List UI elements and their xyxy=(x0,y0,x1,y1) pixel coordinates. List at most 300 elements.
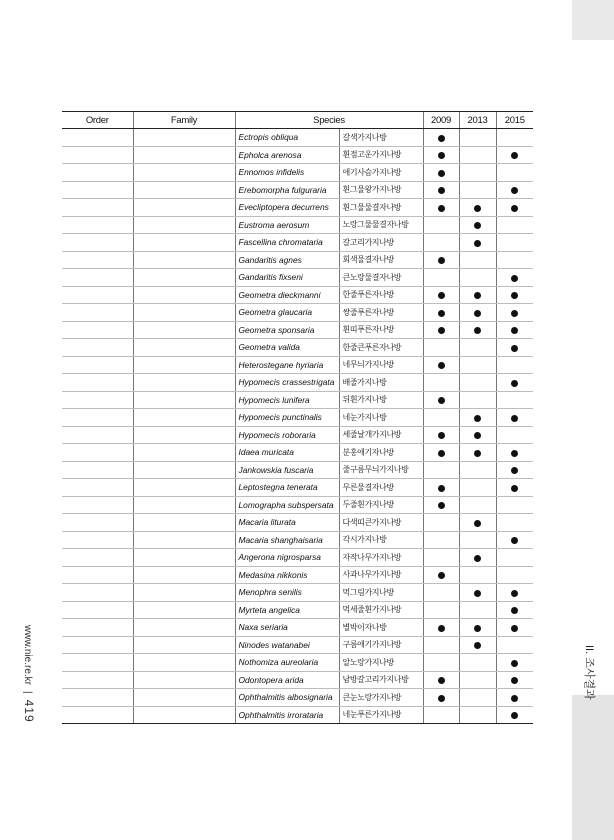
header-species: Species xyxy=(235,112,423,129)
presence-2013 xyxy=(459,234,496,252)
side-tab-bottom xyxy=(572,695,614,840)
presence-dot-icon xyxy=(438,485,445,492)
presence-2015 xyxy=(496,164,533,182)
family-cell xyxy=(133,216,235,234)
presence-2009 xyxy=(423,689,459,707)
order-cell xyxy=(62,479,133,497)
presence-2009 xyxy=(423,321,459,339)
family-cell xyxy=(133,496,235,514)
korean-name: 흰그물왕가지나방 xyxy=(339,181,423,199)
presence-dot-icon xyxy=(511,187,518,194)
presence-2015 xyxy=(496,304,533,322)
species-name: Ninodes watanabei xyxy=(235,636,339,654)
presence-2013 xyxy=(459,636,496,654)
presence-2009 xyxy=(423,461,459,479)
presence-2009 xyxy=(423,199,459,217)
family-cell xyxy=(133,129,235,147)
presence-2013 xyxy=(459,339,496,357)
presence-2009 xyxy=(423,356,459,374)
presence-2015 xyxy=(496,461,533,479)
table-row xyxy=(62,129,533,147)
family-cell xyxy=(133,409,235,427)
presence-dot-icon xyxy=(511,712,518,719)
presence-2009 xyxy=(423,514,459,532)
table-row xyxy=(62,321,533,339)
presence-2013 xyxy=(459,619,496,637)
family-cell xyxy=(133,584,235,602)
korean-name: 뒤흰가지나방 xyxy=(339,391,423,409)
presence-dot-icon xyxy=(511,467,518,474)
korean-name: 흰점고운가지나방 xyxy=(339,146,423,164)
family-cell xyxy=(133,321,235,339)
presence-2013 xyxy=(459,304,496,322)
presence-2009 xyxy=(423,181,459,199)
species-name: Ophthalmitis irrorataria xyxy=(235,706,339,724)
presence-dot-icon xyxy=(511,275,518,282)
species-name: Epholca arenosa xyxy=(235,146,339,164)
presence-2015 xyxy=(496,391,533,409)
presence-dot-icon xyxy=(511,537,518,544)
presence-dot-icon xyxy=(511,625,518,632)
table-row xyxy=(62,409,533,427)
presence-2015 xyxy=(496,706,533,724)
presence-dot-icon xyxy=(511,415,518,422)
table-row xyxy=(62,216,533,234)
presence-2015 xyxy=(496,636,533,654)
family-cell xyxy=(133,671,235,689)
presence-dot-icon xyxy=(438,135,445,142)
korean-name: 애기사슴가지나방 xyxy=(339,164,423,182)
header-2013: 2013 xyxy=(459,112,496,129)
header-2009: 2009 xyxy=(423,112,459,129)
presence-2013 xyxy=(459,566,496,584)
presence-2015 xyxy=(496,531,533,549)
presence-2013 xyxy=(459,584,496,602)
table-row xyxy=(62,181,533,199)
family-cell xyxy=(133,146,235,164)
presence-2009 xyxy=(423,619,459,637)
presence-dot-icon xyxy=(474,520,481,527)
presence-dot-icon xyxy=(474,642,481,649)
korean-name: 네눈푸른가지나방 xyxy=(339,706,423,724)
family-cell xyxy=(133,251,235,269)
species-name: Eustroma aerosum xyxy=(235,216,339,234)
species-name: Geometra dieckmanni xyxy=(235,286,339,304)
presence-2009 xyxy=(423,706,459,724)
table-row xyxy=(62,339,533,357)
order-cell xyxy=(62,409,133,427)
site-url: www.nie.re.kr xyxy=(22,625,33,686)
presence-2015 xyxy=(496,321,533,339)
korean-name: 갈고리가지나방 xyxy=(339,234,423,252)
presence-2015 xyxy=(496,181,533,199)
presence-2013 xyxy=(459,409,496,427)
table-body xyxy=(62,129,533,724)
presence-2009 xyxy=(423,164,459,182)
korean-name: 남방갈고리가지나방 xyxy=(339,671,423,689)
order-cell xyxy=(62,269,133,287)
presence-2009 xyxy=(423,216,459,234)
presence-dot-icon xyxy=(438,187,445,194)
korean-name: 자작나무가지나방 xyxy=(339,549,423,567)
family-cell xyxy=(133,654,235,672)
species-name: Menophra senilis xyxy=(235,584,339,602)
presence-dot-icon xyxy=(474,222,481,229)
order-cell xyxy=(62,549,133,567)
table-row xyxy=(62,444,533,462)
korean-name: 배줄가지나방 xyxy=(339,374,423,392)
presence-2015 xyxy=(496,619,533,637)
order-cell xyxy=(62,164,133,182)
presence-2009 xyxy=(423,601,459,619)
presence-2009 xyxy=(423,636,459,654)
table-row xyxy=(62,164,533,182)
presence-dot-icon xyxy=(511,695,518,702)
presence-dot-icon xyxy=(438,292,445,299)
presence-2015 xyxy=(496,426,533,444)
family-cell xyxy=(133,199,235,217)
table-row xyxy=(62,549,533,567)
presence-2013 xyxy=(459,164,496,182)
korean-name: 노랑그물물결자나방 xyxy=(339,216,423,234)
presence-2015 xyxy=(496,601,533,619)
presence-2013 xyxy=(459,251,496,269)
presence-dot-icon xyxy=(474,432,481,439)
korean-name: 무른물결자나방 xyxy=(339,479,423,497)
species-name: Heterostegane hyriaria xyxy=(235,356,339,374)
presence-2015 xyxy=(496,549,533,567)
presence-dot-icon xyxy=(511,205,518,212)
species-table xyxy=(62,111,533,724)
order-cell xyxy=(62,321,133,339)
presence-2015 xyxy=(496,566,533,584)
korean-name: 각시가지나방 xyxy=(339,531,423,549)
family-cell xyxy=(133,531,235,549)
presence-2009 xyxy=(423,479,459,497)
presence-2009 xyxy=(423,391,459,409)
order-cell xyxy=(62,671,133,689)
presence-2013 xyxy=(459,496,496,514)
presence-dot-icon xyxy=(511,450,518,457)
order-cell xyxy=(62,706,133,724)
page-number: 419 xyxy=(22,699,36,723)
presence-2015 xyxy=(496,356,533,374)
order-cell xyxy=(62,391,133,409)
family-cell xyxy=(133,706,235,724)
order-cell xyxy=(62,356,133,374)
table-row xyxy=(62,584,533,602)
presence-2015 xyxy=(496,339,533,357)
presence-dot-icon xyxy=(511,677,518,684)
header-2015: 2015 xyxy=(496,112,533,129)
presence-2015 xyxy=(496,671,533,689)
order-cell xyxy=(62,619,133,637)
family-cell xyxy=(133,549,235,567)
family-cell xyxy=(133,181,235,199)
presence-dot-icon xyxy=(438,450,445,457)
presence-2013 xyxy=(459,671,496,689)
table-row xyxy=(62,619,533,637)
presence-dot-icon xyxy=(511,152,518,159)
species-name: Gandaritis agnes xyxy=(235,251,339,269)
species-name: Angerona nigrosparsa xyxy=(235,549,339,567)
table-row xyxy=(62,146,533,164)
table-row xyxy=(62,199,533,217)
table-row xyxy=(62,671,533,689)
family-cell xyxy=(133,514,235,532)
presence-2015 xyxy=(496,251,533,269)
presence-dot-icon xyxy=(511,292,518,299)
presence-2013 xyxy=(459,689,496,707)
korean-name: 분홍애기자나방 xyxy=(339,444,423,462)
family-cell xyxy=(133,444,235,462)
presence-2013 xyxy=(459,269,496,287)
table-header-row xyxy=(62,112,533,129)
presence-dot-icon xyxy=(474,555,481,562)
order-cell xyxy=(62,601,133,619)
presence-dot-icon xyxy=(474,590,481,597)
species-name: Gandaritis fixseni xyxy=(235,269,339,287)
family-cell xyxy=(133,479,235,497)
family-cell xyxy=(133,566,235,584)
presence-2009 xyxy=(423,566,459,584)
table-row xyxy=(62,514,533,532)
table-row xyxy=(62,496,533,514)
presence-2009 xyxy=(423,584,459,602)
order-cell xyxy=(62,181,133,199)
presence-2009 xyxy=(423,269,459,287)
family-cell xyxy=(133,234,235,252)
family-cell xyxy=(133,619,235,637)
presence-dot-icon xyxy=(474,310,481,317)
species-name: Geometra glaucaria xyxy=(235,304,339,322)
presence-2013 xyxy=(459,461,496,479)
korean-name: 갈색가지나방 xyxy=(339,129,423,147)
family-cell xyxy=(133,304,235,322)
presence-dot-icon xyxy=(438,625,445,632)
presence-2009 xyxy=(423,304,459,322)
presence-dot-icon xyxy=(438,170,445,177)
korean-name: 회색물결자나방 xyxy=(339,251,423,269)
species-name: Macaria liturata xyxy=(235,514,339,532)
family-cell xyxy=(133,356,235,374)
table-row xyxy=(62,531,533,549)
presence-dot-icon xyxy=(511,485,518,492)
presence-dot-icon xyxy=(438,362,445,369)
header-family: Family xyxy=(133,112,235,129)
table-row xyxy=(62,304,533,322)
presence-dot-icon xyxy=(438,572,445,579)
table-row xyxy=(62,654,533,672)
presence-2009 xyxy=(423,234,459,252)
table-row xyxy=(62,461,533,479)
presence-2015 xyxy=(496,286,533,304)
table-row xyxy=(62,706,533,724)
presence-2013 xyxy=(459,531,496,549)
presence-2015 xyxy=(496,269,533,287)
species-name: Idaea muricata xyxy=(235,444,339,462)
species-name: Geometra sponsaria xyxy=(235,321,339,339)
presence-dot-icon xyxy=(438,695,445,702)
order-cell xyxy=(62,584,133,602)
presence-dot-icon xyxy=(438,152,445,159)
presence-2009 xyxy=(423,409,459,427)
footer-separator: | xyxy=(22,691,33,694)
presence-dot-icon xyxy=(474,205,481,212)
table-row xyxy=(62,269,533,287)
species-name: Naxa seriaria xyxy=(235,619,339,637)
korean-name: 쌍줄푸른자나방 xyxy=(339,304,423,322)
presence-2013 xyxy=(459,479,496,497)
order-cell xyxy=(62,444,133,462)
presence-2015 xyxy=(496,584,533,602)
korean-name: 한줄큰푸른자나방 xyxy=(339,339,423,357)
korean-name: 큰노랑물결자나방 xyxy=(339,269,423,287)
korean-name: 구름애기가지나방 xyxy=(339,636,423,654)
presence-2013 xyxy=(459,321,496,339)
order-cell xyxy=(62,339,133,357)
species-name: Odontopera arida xyxy=(235,671,339,689)
presence-2009 xyxy=(423,671,459,689)
family-cell xyxy=(133,689,235,707)
korean-name: 흰그물물결자나방 xyxy=(339,199,423,217)
presence-dot-icon xyxy=(474,450,481,457)
table-row xyxy=(62,479,533,497)
species-name: Medasina nikkonis xyxy=(235,566,339,584)
family-cell xyxy=(133,269,235,287)
order-cell xyxy=(62,636,133,654)
order-cell xyxy=(62,566,133,584)
presence-dot-icon xyxy=(511,380,518,387)
order-cell xyxy=(62,689,133,707)
presence-dot-icon xyxy=(474,327,481,334)
presence-dot-icon xyxy=(474,292,481,299)
presence-dot-icon xyxy=(511,327,518,334)
korean-name: 흰띠푸른자나방 xyxy=(339,321,423,339)
species-name: Fascellina chromataria xyxy=(235,234,339,252)
presence-2013 xyxy=(459,549,496,567)
order-cell xyxy=(62,304,133,322)
korean-name: 두줄흰가지나방 xyxy=(339,496,423,514)
presence-2009 xyxy=(423,146,459,164)
presence-2013 xyxy=(459,391,496,409)
korean-name: 먹그림가지나방 xyxy=(339,584,423,602)
species-name: Ennomos infidelis xyxy=(235,164,339,182)
presence-2015 xyxy=(496,514,533,532)
presence-2013 xyxy=(459,129,496,147)
presence-2013 xyxy=(459,286,496,304)
korean-name: 네무늬가지나방 xyxy=(339,356,423,374)
presence-2009 xyxy=(423,251,459,269)
korean-name: 다색띠큰가지나방 xyxy=(339,514,423,532)
species-name: Ophthalmitis albosignaria xyxy=(235,689,339,707)
table-row xyxy=(62,286,533,304)
korean-name: 큰눈노랑가지나방 xyxy=(339,689,423,707)
presence-2015 xyxy=(496,496,533,514)
presence-2013 xyxy=(459,181,496,199)
presence-dot-icon xyxy=(438,327,445,334)
presence-dot-icon xyxy=(511,590,518,597)
species-name: Evecliptopera decurrens xyxy=(235,199,339,217)
species-name: Myrteta angelica xyxy=(235,601,339,619)
species-name: Ectropis obliqua xyxy=(235,129,339,147)
presence-2015 xyxy=(496,374,533,392)
presence-2013 xyxy=(459,146,496,164)
family-cell xyxy=(133,636,235,654)
species-name: Nothomiza aureolaria xyxy=(235,654,339,672)
presence-2015 xyxy=(496,216,533,234)
order-cell xyxy=(62,531,133,549)
presence-2013 xyxy=(459,654,496,672)
presence-dot-icon xyxy=(474,625,481,632)
presence-2015 xyxy=(496,479,533,497)
presence-dot-icon xyxy=(438,502,445,509)
species-name: Hypomecis crassestrigata xyxy=(235,374,339,392)
presence-2009 xyxy=(423,426,459,444)
presence-2009 xyxy=(423,531,459,549)
presence-2009 xyxy=(423,549,459,567)
korean-name: 줄구름무늬가지나방 xyxy=(339,461,423,479)
order-cell xyxy=(62,199,133,217)
order-cell xyxy=(62,461,133,479)
presence-2009 xyxy=(423,654,459,672)
table-row xyxy=(62,251,533,269)
presence-dot-icon xyxy=(511,345,518,352)
table-row xyxy=(62,566,533,584)
order-cell xyxy=(62,251,133,269)
presence-2013 xyxy=(459,426,496,444)
presence-2009 xyxy=(423,129,459,147)
chapter-heading: II. 조사결과 xyxy=(583,645,595,700)
presence-2009 xyxy=(423,286,459,304)
table-row xyxy=(62,374,533,392)
presence-2015 xyxy=(496,146,533,164)
korean-name: 사과나무가지나방 xyxy=(339,566,423,584)
species-name: Erebomorpha fulguraria xyxy=(235,181,339,199)
order-cell xyxy=(62,374,133,392)
presence-2009 xyxy=(423,374,459,392)
species-name: Geometra valida xyxy=(235,339,339,357)
table-row xyxy=(62,689,533,707)
presence-2015 xyxy=(496,444,533,462)
species-name: Macaria shanghaisaria xyxy=(235,531,339,549)
header-order: Order xyxy=(62,112,133,129)
presence-2013 xyxy=(459,356,496,374)
order-cell xyxy=(62,129,133,147)
family-cell xyxy=(133,164,235,182)
korean-name: 한줄푸른자나방 xyxy=(339,286,423,304)
presence-dot-icon xyxy=(511,607,518,614)
presence-dot-icon xyxy=(438,205,445,212)
species-name: Jankowskia fuscaria xyxy=(235,461,339,479)
order-cell xyxy=(62,216,133,234)
family-cell xyxy=(133,374,235,392)
presence-2013 xyxy=(459,374,496,392)
presence-dot-icon xyxy=(474,240,481,247)
korean-name: 먹세줄흰가지나방 xyxy=(339,601,423,619)
table-row xyxy=(62,636,533,654)
presence-dot-icon xyxy=(438,432,445,439)
table-row xyxy=(62,391,533,409)
table-row xyxy=(62,426,533,444)
page-footer xyxy=(22,625,36,723)
presence-2015 xyxy=(496,654,533,672)
presence-2009 xyxy=(423,444,459,462)
presence-2009 xyxy=(423,496,459,514)
presence-dot-icon xyxy=(438,677,445,684)
korean-name: 별박이자나방 xyxy=(339,619,423,637)
presence-2013 xyxy=(459,444,496,462)
